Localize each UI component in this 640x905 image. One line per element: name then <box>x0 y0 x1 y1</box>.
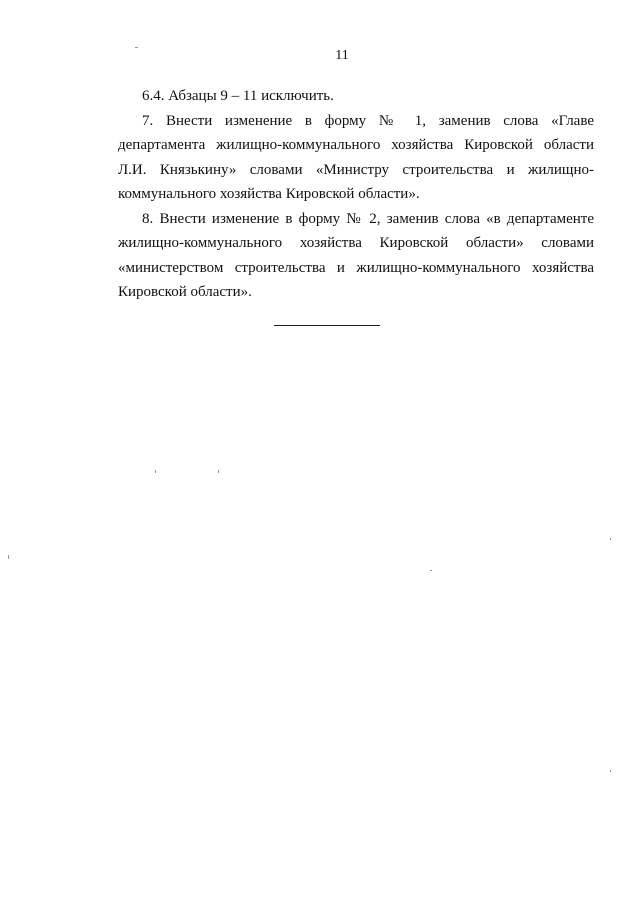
scan-speck <box>430 570 432 571</box>
scan-speck <box>610 538 611 540</box>
scan-speck <box>610 770 611 772</box>
scan-speck <box>8 555 9 559</box>
scan-speck <box>135 47 138 48</box>
scan-speck <box>218 470 219 473</box>
paragraph-8: 8. Внести изменение в форму № 2, заменив слова «в департаменте жилищно-коммунального хозяйства Кировской области» словами «министерством строительства и жилищно-коммунального хозяйства Кировской области». <box>118 210 594 300</box>
paragraph-6-4: 6.4. Абзацы 9 – 11 исключить. <box>142 88 334 104</box>
scan-speck <box>155 470 156 473</box>
end-of-text-rule <box>274 325 380 326</box>
page-number: 11 <box>335 48 349 63</box>
document-body <box>118 84 594 305</box>
paragraph-7: 7. Внести изменение в форму № 1, заменив слова «Главе департамента жилищно-коммунального хозяйства Кировской области Л.И. Князькину» словами «Министру строительства и жилищно-коммунального хозяйства Кировской области». <box>118 112 594 202</box>
